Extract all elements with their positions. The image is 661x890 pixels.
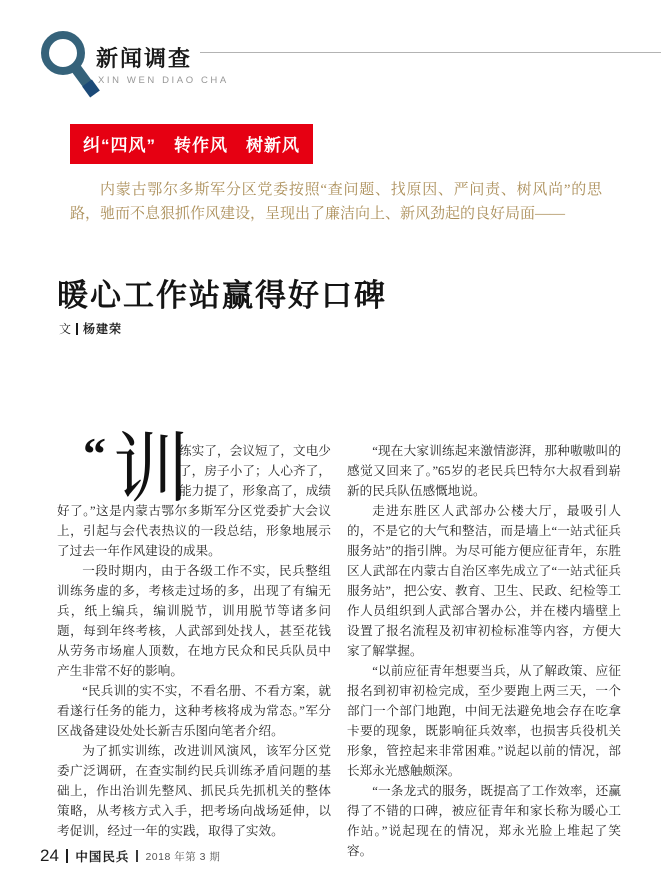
paragraph: 走进东胜区人武部办公楼大厅，最吸引人的，不是它的大气和整洁，而是墙上“一站式征兵服务站”的指引牌。为尽可能方便应征青年，东胜区人武部在内蒙古自治区率先成立了“一站式征兵服务站”，把公安、教育、卫生、民政、纪检等工作人员组织到人武部合署办公，并在楼内墙壁上设置了报名流程及初审初检标准等内容，方便大家了解掌握。 xyxy=(347,504,621,658)
section-subtitle: XIN WEN DIAO CHA xyxy=(98,75,229,86)
paragraph: “以前应征青年想要当兵，从了解政策、应征报名到初审初检完成，至少要跑上两三天，一个部门一个部门地跑，中间无法避免地会存在吃拿卡要的现象，既影响征兵效率，也损害兵役机关形象，管控起来非常困难。”说起以前的情况，部长郑永光感触颇深。 xyxy=(347,664,621,778)
paragraph: “一条龙式的服务，既提高了工作效率，还赢得了不错的口碑，被应征青年和家长称为暖心工作站。”说起现在的情况，郑永光脸上堆起了笑容。 xyxy=(347,784,621,858)
paragraph: “现在大家训练起来激情澎湃，那种嗷嗷叫的感觉又回来了。”65岁的老民兵巴特尔大叔看到崭新的民兵队伍感慨地说。 xyxy=(347,444,621,498)
section-title: 新闻调查 xyxy=(96,46,193,71)
article-lede: 内蒙古鄂尔多斯军分区党委按照“查问题、找原因、严问责、树风尚”的思路，驰而不息狠抓作风建设，呈现出了廉洁向上、新风劲起的良好局面—— xyxy=(70,182,602,222)
drop-cap xyxy=(57,428,189,512)
article-title: 暖心工作站赢得好口碑 xyxy=(57,278,387,313)
footer-separator xyxy=(136,850,138,862)
paragraph: 为了抓实训练，改进训风演风，该军分区党委广泛调研，在查实制约民兵训练矛盾问题的基础上，作出治训先整风、抓民兵先抓机关的整体策略，从考核方式入手，把考场向战场延伸，以考促训，经过一年的实践，取得了实效。 xyxy=(57,744,331,838)
article-body xyxy=(57,428,622,861)
byline-author: 杨建荣 xyxy=(83,322,123,336)
slogan-banner: 纠“四风” 转作风 树新风 xyxy=(70,124,313,164)
issue-label: 2018 年第 3 期 xyxy=(145,850,221,863)
page-number: 24 xyxy=(40,846,59,865)
drop-cap-quote: “ xyxy=(83,428,106,479)
paragraph-dropcap xyxy=(57,428,331,561)
paragraph: 一段时期内，由于各级工作不实，民兵整组训练务虚的多，考核走过场的多，出现了有编无兵，纸上编兵，编训脱节，训用脱节等诸多问题，每到年终考核，人武部到处找人，甚至花钱从劳务市场雇人顶数，在地方民众和民兵队员中产生非常不好的影响。 xyxy=(57,564,331,678)
paragraph-text: 练实了，会议短了，文电少了，房子小了；人心齐了，能力提了，形象高了，成绩好了。”这是内蒙古鄂尔多斯军分区党委扩大会议上，引起与会代表热议的一段总结，形象地展示了过去一年作风建设的成果。 xyxy=(57,444,331,558)
left-column xyxy=(57,428,331,861)
byline-separator xyxy=(76,323,78,335)
byline xyxy=(59,320,122,337)
right-column xyxy=(347,441,621,861)
header-divider-line xyxy=(200,52,661,53)
magnifier-icon xyxy=(36,26,104,102)
byline-label: 文 xyxy=(59,322,72,336)
page-footer xyxy=(40,846,220,866)
paragraph: “民兵训的实不实，不看名册、不看方案，就看遂行任务的能力，这种考核将成为常态。”军分区战备建设处处长新吉乐图向笔者介绍。 xyxy=(57,684,331,738)
magazine-name: 中国民兵 xyxy=(75,850,130,864)
footer-separator xyxy=(66,849,69,863)
drop-cap-char: 训 xyxy=(113,428,189,512)
